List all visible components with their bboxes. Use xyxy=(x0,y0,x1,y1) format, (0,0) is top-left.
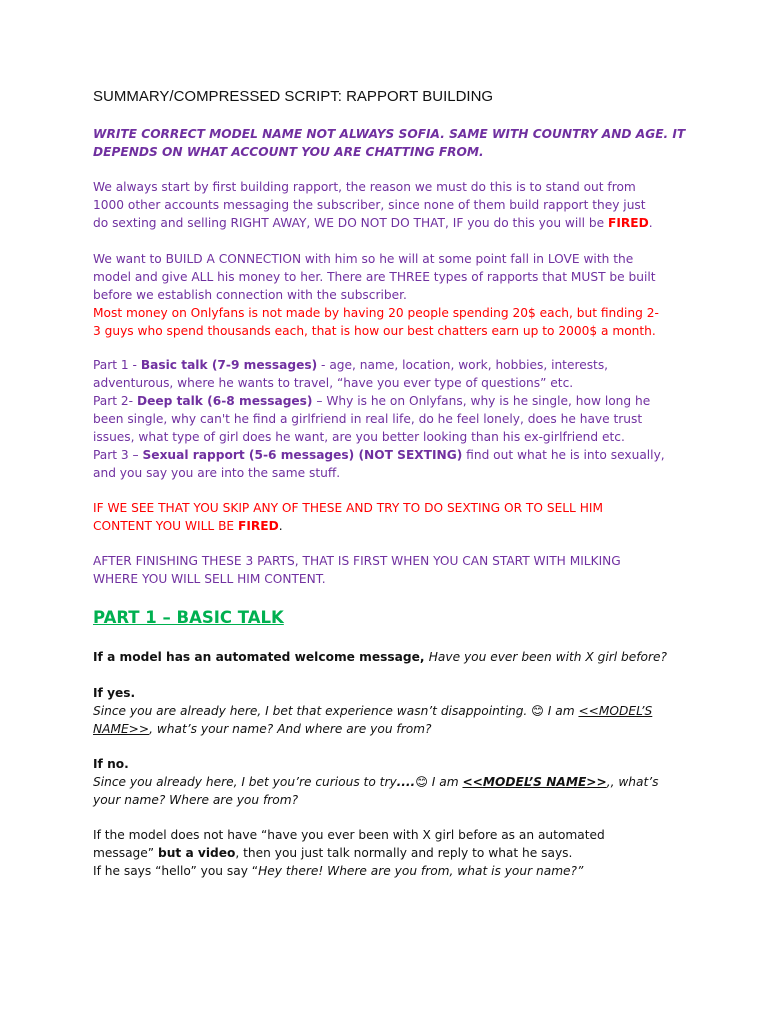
if-no-block: If no. Since you already here, I bet you’re curious to try....😊 I am <<MODEL’S NAME>>,, what’s your name? Where are you from? xyxy=(93,757,659,807)
connection-paragraph: We want to BUILD A CONNECTION with him so he will at some point fall in LOVE with the model and give ALL his money to her. There are THREE types of rapports that MUST be built before we establish connection with the subscriber. Most money on Onlyfans is not made by having 20 people spending 20$ each, but finding 2- 3 guys who spend thousands each, that is how our best chatters earn up to 2000$ a month. xyxy=(93,252,659,338)
warning-paragraph: IF WE SEE THAT YOU SKIP ANY OF THESE AND TRY TO DO SEXTING OR TO SELL HIM CONTENT YOU WILL BE FIRED. xyxy=(93,501,603,533)
part-1-line: Part 1 - Basic talk (7-9 messages) - age, name, location, work, hobbies, interests, xyxy=(93,358,609,372)
part-2-line: Part 2- Deep talk (6-8 messages) – Why is he on Onlyfans, why is he single, how long he xyxy=(93,394,651,408)
parts-list: Part 1 - Basic talk (7-9 messages) - age, name, location, work, hobbies, interests, adventurous, where he wants to travel, “have you ever type of questions” etc. Part 2- Deep talk (6-8 messages) – Why is he on Onlyfans, why is he single, how long he been single, why can't he find a girlfriend in real life, do he feel lonely, does he have trust issues, what type of girl does he want, are you better looking than his ex-girlfriend etc. Part 3 – Sexual rapport (5-6 messages) (NOT SEXTING) find out what he is into sexually, and you say you are into the same stuff. xyxy=(93,356,693,482)
model-name-note: WRITE CORRECT MODEL NAME NOT ALWAYS SOFIA. SAME WITH COUNTRY AND AGE. IT DEPENDS ON WHAT ACCOUNT YOU ARE CHATTING FROM. xyxy=(93,127,686,159)
after-paragraph: AFTER FINISHING THESE 3 PARTS, THAT IS FIRST WHEN YOU CAN START WITH MILKING WHERE YOU WILL SELL HIM CONTENT. xyxy=(93,554,621,586)
if-yes-block: If yes. Since you are already here, I bet that experience wasn’t disappointing. 😊 I am <<MODEL’S NAME>>, what’s your name? And where are you from? xyxy=(93,686,653,736)
video-paragraph: If the model does not have “have you ever been with X girl before as an automated message” but a video, then you just talk normally and reply to what he says. If he says “hello” you say “Hey there! Where are you from, what is your name?” xyxy=(93,828,605,878)
document-title: SUMMARY/COMPRESSED SCRIPT: RAPPORT BUILDING xyxy=(93,88,494,105)
section-heading: PART 1 – BASIC TALK xyxy=(93,608,284,627)
part-3-line: Part 3 – Sexual rapport (5-6 messages) (NOT SEXTING) find out what he is into sexually, xyxy=(93,448,665,462)
intro-paragraph: We always start by first building rapport, the reason we must do this is to stand out from 1000 other accounts messaging the subscriber, since none of them build rapport they just do sexting and selling RIGHT AWAY, WE DO NOT DO THAT, IF you do this you will be FIRED. xyxy=(93,180,653,230)
welcome-line: If a model has an automated welcome message, Have you ever been with X girl before? xyxy=(93,650,667,664)
